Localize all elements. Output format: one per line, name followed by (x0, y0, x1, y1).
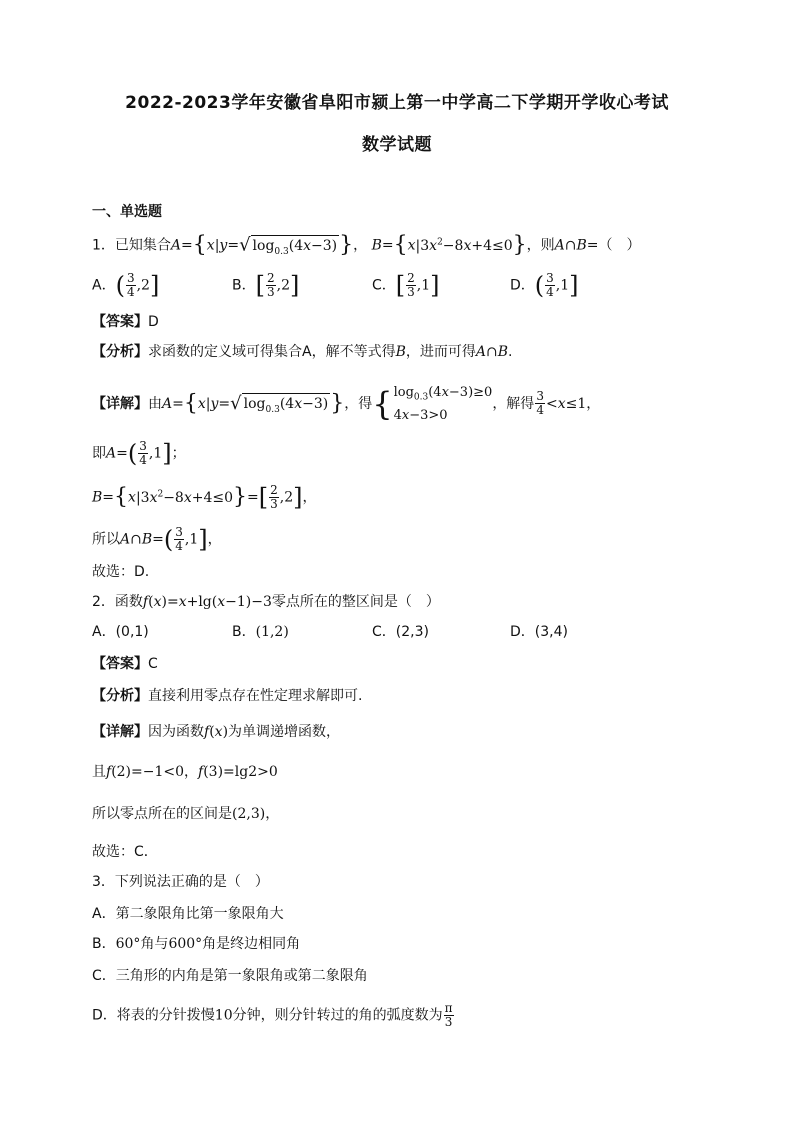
q1-option-b: B．[ $\frac{2}{3}$ ,2] (232, 271, 300, 300)
q1-choose: 故选：D. (92, 564, 150, 580)
document-title: 2022-2023学年安徽省阜阳市颍上第一中学高二下学期开学收心考试 (125, 93, 669, 113)
q2-detail-so: 所以零点所在的区间是(2,3)， (92, 806, 280, 822)
q3-option-a: A．第二象限角比第一象限角大 (92, 906, 284, 922)
q2-detail: 【详解】因为函数f(x)为单调递增函数， (92, 724, 341, 740)
q2-detail-qie: 且f(2)=−1<0，f(3)=lg2>0 (92, 764, 278, 780)
section-heading: 一、单选题 (92, 204, 162, 220)
q2-analysis: 【分析】直接利用零点存在性定理求解即可. (92, 688, 363, 704)
q3-option-d: D．将表的分针拨慢10分钟，则分针转过的角的弧度数为 $\frac{\pi}{3}$ (92, 1001, 453, 1029)
q2-answer: 【答案】C (92, 656, 158, 672)
q2-option-b: B．(1,2) (232, 624, 289, 640)
q1-detail: 【详解】由A={x|y=√ $\log_{0.3}(4x-3)$}，得{ $\log_{0.3}(4x-3)\ge 0$ 4x−3>0 ，解得 $\frac{3}{4}$ <x≤1， (92, 384, 601, 423)
q2-option-c: C．(2,3) (372, 624, 429, 640)
q1-detail-b: $B=\{x|3x^2-8x+4\le 0\}=$[ $\frac{2}{3}$ ,2]， (92, 483, 317, 512)
q1-analysis: 【分析】求函数的定义域可得集合A，解不等式得B，进而可得A∩B. (92, 344, 513, 360)
q1-option-d: D．( $\frac{3}{4}$ ,1] (510, 271, 579, 300)
question-3-stem: 3．下列说法正确的是（ ） (92, 874, 269, 890)
q1-stem-prefix: 1．已知集合 (92, 237, 171, 254)
question-1-stem: 1．已知集合A={x|y=√ $\log_{0.3}(4x-3)$}， $B=\{x|3x^2-8x+4\le 0\}$，则A∩B=（ ） (92, 232, 641, 261)
q1-stem-mid: ， (353, 237, 368, 254)
question-2-stem: 2．函数f(x)=x+lg(x−1)−3零点所在的整区间是（ ） (92, 594, 440, 610)
q1-option-a: A．( $\frac{3}{4}$ ,2] (92, 271, 160, 300)
q3-option-c: C．三角形的内角是第一象限角或第二象限角 (92, 968, 368, 984)
q2-option-d: D．(3,4) (510, 624, 568, 640)
q1-stem-suffix: ，则 (526, 237, 555, 254)
document-subtitle: 数学试题 (362, 135, 432, 155)
q1-answer: 【答案】D (92, 314, 159, 330)
q1-detail-so: 所以A∩B=( $\frac{3}{4}$ ,1]， (92, 525, 222, 554)
q1-stem-end: （ ） (598, 237, 641, 254)
q2-choose: 故选：C． (92, 844, 158, 860)
q3-option-b: B．60°角与600°角是终边相同角 (92, 936, 301, 952)
q2-option-a: A．(0,1) (92, 624, 149, 640)
q1-detail-ji: 即A=( $\frac{3}{4}$ ,1]； (92, 439, 186, 468)
q1-option-c: C．[ $\frac{2}{3}$ ,1] (372, 271, 440, 300)
